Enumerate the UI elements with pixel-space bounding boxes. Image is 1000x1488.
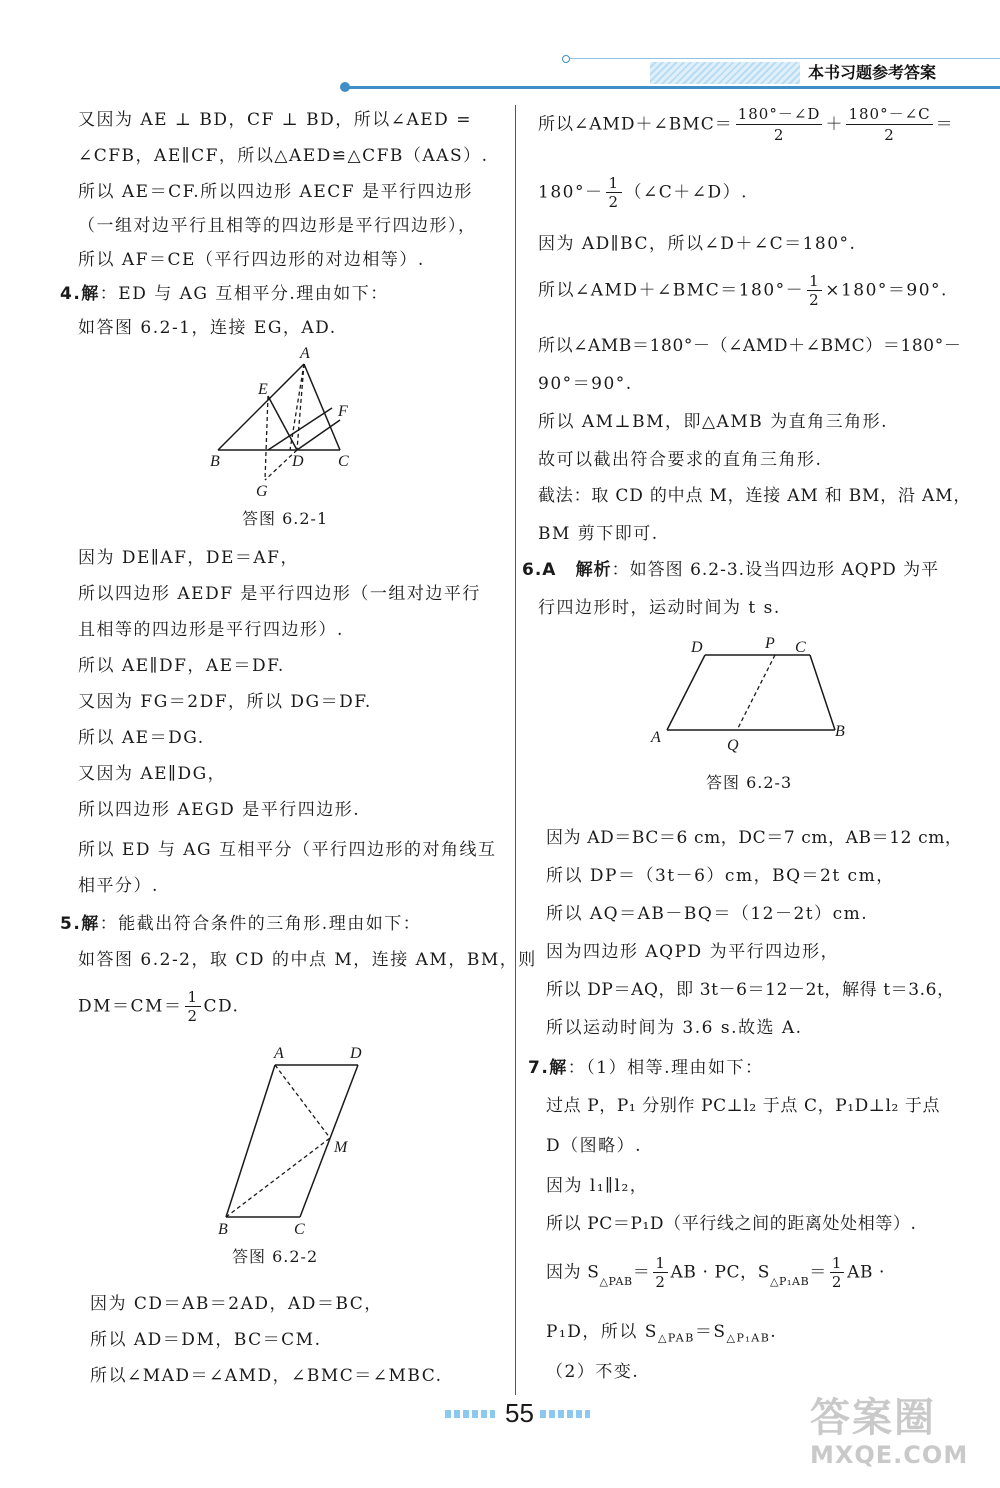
question-5-heading (60, 912, 421, 936)
text-line: 相平分）. (78, 876, 159, 896)
fraction-denominator: 2 (655, 1273, 666, 1291)
header-dot (340, 82, 350, 92)
text-line: 故可以截出符合要求的直角三角形. (538, 450, 823, 470)
text-line: 又因为 AE ⊥ BD，CF ⊥ BD，所以∠AED = (78, 110, 472, 130)
fraction-numerator: 180°－∠D (737, 105, 821, 123)
text-line: 因为 AD＝BC＝6 cm，DC＝7 cm，AB＝12 cm， (546, 828, 963, 848)
header-title: 本书习题参考答案 (800, 60, 1000, 86)
text-line-fraction (538, 174, 748, 222)
text-segment: CD. (203, 996, 240, 1017)
text-line-fraction (538, 272, 948, 320)
text-line: 所以 AE＝CF.所以四边形 AECF 是平行四边形 (78, 182, 473, 202)
text-segment: 因为 S (546, 1262, 600, 1283)
question-intro: ：（1）相等.理由如下： (567, 1058, 764, 1078)
text-line: 所以四边形 AEDF 是平行四边形（一组对边平行 (78, 584, 481, 604)
text-line: 因为 l₁∥l₂， (546, 1176, 649, 1196)
text-line: 因为四边形 AQPD 为平行四边形， (546, 942, 840, 962)
label-F: F (338, 403, 348, 420)
subscript: △PAB (657, 1331, 695, 1345)
figure-caption: 答图 6.2-2 (232, 1247, 319, 1266)
text-line: 所以 ED 与 AG 互相平分（平行四边形的对角线互 (78, 840, 497, 860)
subscript: △P₁AB (726, 1331, 771, 1345)
page-number-decoration-left (445, 1410, 495, 1418)
text-segment: 180°－ (538, 182, 604, 203)
label-G: G (256, 483, 268, 500)
text-line: 行四边形时，运动时间为 t s. (538, 598, 781, 618)
text-line: 如答图 6.2-2，取 CD 的中点 M，连接 AM，BM，则 (78, 950, 537, 970)
text-segment: ＝ (935, 114, 954, 135)
label-A: A (300, 345, 310, 362)
fraction-denominator: 2 (884, 126, 895, 144)
text-segment: DM＝CM＝ (78, 996, 183, 1017)
text-segment: ＝ (809, 1262, 827, 1283)
question-intro: ：能截出符合条件的三角形.理由如下： (99, 914, 422, 934)
text-line-fraction (78, 988, 239, 1036)
analysis-label: 解析 (575, 560, 612, 580)
text-line: 所以 DP＝AQ，即 3t－6＝12－2t，解得 t＝3.6， (546, 980, 955, 1000)
fraction-numerator: 1 (655, 1254, 666, 1272)
header-rule (345, 86, 1000, 89)
text-segment: ＝S (694, 1322, 727, 1342)
text-segment: P₁D，所以 S (546, 1322, 658, 1342)
text-line: 因为 AD∥BC，所以∠D＋∠C＝180°. (538, 234, 857, 254)
text-line: 又因为 AE∥DG， (78, 764, 227, 784)
fraction (185, 988, 200, 1025)
text-line: 所以 AQ＝AB－BQ＝（12－2t）cm. (546, 904, 869, 924)
fraction-numerator: 180°－∠C (848, 105, 931, 123)
fraction (736, 104, 823, 145)
text-segment: AB · PC，S (670, 1262, 770, 1283)
question-intro: ：如答图 6.2-3.设当四边形 AQPD 为平 (611, 560, 940, 580)
text-line: 又因为 FG＝2DF，所以 DG＝DF. (78, 692, 372, 712)
line-CB (810, 655, 835, 730)
label-M: M (334, 1139, 348, 1156)
line-BA (226, 1065, 275, 1217)
text-line: 所以 AM⊥BM，即△AMB 为直角三角形. (538, 412, 889, 432)
watermark-url: MXQE.COM (810, 1441, 969, 1469)
fraction (846, 104, 932, 145)
fraction-numerator: 1 (809, 272, 821, 290)
label-A: A (651, 729, 661, 746)
text-line: 所以运动时间为 3.6 s.故选 A. (546, 1018, 803, 1038)
fraction-numerator: 1 (608, 174, 620, 192)
line-AM-dashed (275, 1065, 330, 1138)
label-D: D (691, 639, 703, 656)
fraction (606, 174, 621, 211)
text-line: 所以四边形 AEGD 是平行四边形. (78, 800, 361, 820)
line-AC (304, 364, 340, 450)
text-segment: （∠C＋∠D）. (624, 182, 749, 203)
text-segment: 所以∠AMD＋∠BMC＝ (538, 114, 733, 135)
subscript: △P₁AB (769, 1275, 810, 1288)
fraction-numerator: 1 (187, 988, 199, 1006)
text-line: （2）不变. (546, 1362, 640, 1382)
question-6-heading (522, 558, 939, 582)
figure-6-2-2 (210, 1040, 380, 1240)
label-B: B (218, 1221, 228, 1238)
question-number: 4.解 (60, 284, 100, 304)
column-divider (515, 105, 516, 1395)
question-intro: ：ED 与 AG 互相平分.理由如下： (99, 284, 389, 304)
text-line: 所以 PC＝P₁D（平行线之间的距离处处相等）. (546, 1214, 917, 1234)
text-line: 因为 DE∥AF，DE＝AF， (78, 548, 299, 568)
text-segment: ＝ (632, 1262, 651, 1283)
text-line: 如答图 6.2-1，连接 EG，AD. (78, 318, 337, 338)
label-Q: Q (727, 737, 739, 754)
line-PQ-dashed (737, 655, 775, 730)
figure-caption: 答图 6.2-3 (706, 773, 793, 792)
text-line: 因为 CD＝AB＝2AD，AD＝BC， (90, 1294, 383, 1314)
text-line: BM 剪下即可. (538, 524, 659, 544)
line-DC (300, 1065, 358, 1217)
text-line: （一组对边平行且相等的四边形是平行四边形）， (78, 216, 477, 236)
header-top-rule (570, 58, 1000, 59)
text-line: 所以∠MAD＝∠AMD，∠BMC＝∠MBC. (90, 1366, 443, 1386)
watermark-logo: 答案圈 (810, 1395, 936, 1441)
figure-6-2-3 (645, 630, 865, 760)
text-line: 所以 AF＝CE（平行四边形的对边相等）. (78, 250, 425, 270)
line-AD-dashed (297, 364, 304, 450)
label-B: B (835, 723, 845, 740)
line-BA (218, 364, 304, 450)
text-line: 所以 AE＝DG. (78, 728, 205, 748)
text-segment: . (770, 1322, 778, 1342)
text-line: 且相等的四边形是平行四边形）. (78, 620, 344, 640)
label-C: C (294, 1221, 305, 1238)
text-line: 截法：取 CD 的中点 M，连接 AM 和 BM，沿 AM， (538, 486, 972, 506)
fraction-numerator: 1 (831, 1254, 843, 1272)
figure-6-2-1 (200, 340, 370, 500)
text-line: 所以 DP＝（3t－6）cm，BQ＝2t cm， (546, 866, 895, 886)
label-D: D (350, 1045, 362, 1062)
header-top-dot (562, 55, 570, 63)
subscript: △PAB (599, 1275, 633, 1288)
text-line-fraction (546, 1254, 885, 1302)
fraction-denominator: 2 (608, 193, 620, 211)
question-number: 7.解 (528, 1058, 568, 1078)
watermark (810, 1395, 968, 1469)
label-C: C (795, 639, 806, 656)
text-segment: ×180°＝90°. (825, 280, 948, 301)
text-line: 所以 AD＝DM，BC＝CM. (90, 1330, 322, 1350)
question-number: 6.A (522, 560, 557, 580)
line-EG-dashed (265, 396, 268, 480)
label-E: E (258, 381, 268, 398)
figure-caption: 答图 6.2-1 (242, 509, 329, 528)
question-7-heading (528, 1056, 764, 1080)
line-ED (268, 396, 297, 450)
fraction-denominator: 2 (831, 1273, 843, 1291)
page-number-decoration-right (540, 1410, 590, 1418)
label-B: B (210, 453, 220, 470)
question-number: 5.解 (60, 914, 100, 934)
question-4-heading (60, 282, 389, 306)
fraction-denominator: 2 (773, 126, 785, 144)
fraction-denominator: 2 (809, 291, 821, 309)
fraction (653, 1254, 667, 1291)
text-line-fraction (538, 104, 954, 154)
text-line: ∠CFB，AE∥CF，所以△AED≌△CFB（AAS）. (78, 146, 489, 166)
label-C: C (338, 453, 349, 470)
text-segment: 所以∠AMD＋∠BMC＝180°－ (538, 280, 805, 301)
text-line: 所以 AE∥DF，AE＝DF. (78, 656, 285, 676)
line-AD (667, 655, 705, 730)
fraction-denominator: 2 (187, 1007, 199, 1025)
label-P: P (765, 635, 775, 652)
text-line: 所以∠AMB＝180°－（∠AMD＋∠BMC）＝180°－ (538, 336, 962, 356)
text-line: 过点 P，P₁ 分别作 PC⊥l₂ 于点 C，P₁D⊥l₂ 于点 (546, 1096, 941, 1116)
fraction (807, 272, 822, 309)
text-line (546, 1320, 777, 1350)
text-line: 90°＝90°. (538, 374, 633, 394)
text-line: D（图略）. (546, 1136, 643, 1156)
page-number: 55 (505, 1398, 534, 1428)
label-D: D (292, 453, 304, 470)
fraction (830, 1254, 844, 1291)
text-segment: AB · (847, 1262, 886, 1283)
text-segment: ＋ (825, 114, 844, 135)
label-A: A (274, 1045, 284, 1062)
